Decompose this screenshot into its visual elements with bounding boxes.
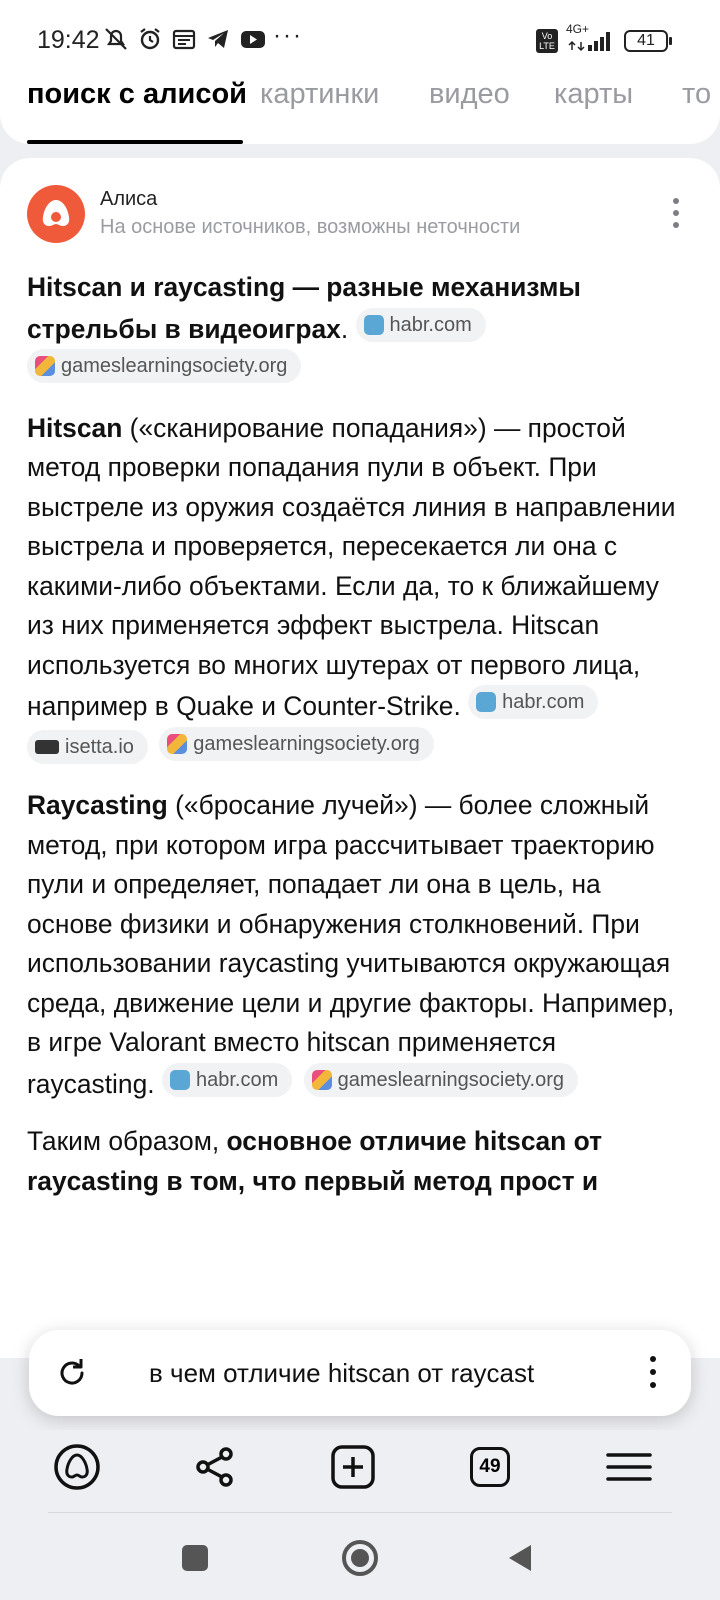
source-label: gameslearningsociety.org bbox=[61, 355, 288, 377]
search-tabs bbox=[0, 78, 720, 118]
paragraph-text: Таким образом, bbox=[27, 1126, 227, 1156]
menu-icon[interactable] bbox=[604, 1442, 654, 1492]
mute-bell-icon bbox=[103, 26, 129, 52]
new-tab-icon[interactable] bbox=[328, 1442, 378, 1492]
habr-icon bbox=[170, 1070, 190, 1090]
share-icon[interactable] bbox=[190, 1442, 240, 1492]
alarm-icon bbox=[137, 26, 163, 52]
source-chip[interactable] bbox=[27, 730, 148, 764]
alice-logo-icon bbox=[27, 185, 85, 243]
term-raycasting: Raycasting bbox=[27, 790, 168, 820]
status-bar bbox=[0, 20, 720, 60]
tabs-button[interactable] bbox=[465, 1442, 515, 1492]
active-tab-indicator bbox=[27, 140, 243, 144]
assistant-name: Алиса bbox=[100, 188, 158, 210]
recents-icon[interactable] bbox=[180, 1543, 210, 1578]
isetta-icon bbox=[35, 740, 59, 754]
youtube-icon bbox=[239, 26, 265, 52]
search-query[interactable]: в чем отличие hitscan от raycast bbox=[149, 1358, 535, 1388]
answer-content bbox=[27, 268, 687, 1219]
source-label: gameslearningsociety.org bbox=[193, 732, 420, 755]
conclusion-bold-text: основное отличие hitscan от raycasting в том, что первый метод прост и bbox=[27, 1126, 603, 1196]
alice-answer-card bbox=[0, 158, 720, 1358]
battery-icon: 41 bbox=[624, 30, 668, 52]
tab-images[interactable]: картинки bbox=[260, 78, 380, 110]
telegram-icon bbox=[205, 26, 231, 52]
source-chip[interactable] bbox=[468, 685, 598, 719]
more-notifications-icon: ··· bbox=[273, 22, 303, 49]
paragraph-text: («сканирование попадания») — простой метод проверки попадания пули в объект. При выстреле из оружия создаётся линия в направлении выстрела и проверяется, пересекается ли она с какими-либо объектами. Если да, то к ближайшему из них применяется эффект выстрела. Hitscan используется во многих шутерах от первого лица, например в Quake и Counter-Strike. bbox=[27, 412, 676, 721]
tab-count: 49 bbox=[470, 1447, 510, 1487]
source-label: habr.com bbox=[502, 691, 585, 713]
summary-bold-text: Hitscan и raycasting — разные механизмы стрельбы в видеоиграх bbox=[27, 272, 581, 344]
top-header bbox=[0, 0, 720, 144]
habr-icon bbox=[364, 315, 384, 335]
answer-menu-icon[interactable] bbox=[672, 198, 680, 232]
notification-icons bbox=[103, 22, 313, 52]
source-label: habr.com bbox=[389, 313, 472, 336]
answer-paragraph-4 bbox=[27, 1122, 687, 1201]
tab-alice-search[interactable]: поиск с алисой bbox=[27, 78, 247, 110]
tab-more[interactable]: то bbox=[682, 78, 712, 110]
search-menu-icon[interactable] bbox=[649, 1356, 657, 1395]
toolbar-divider bbox=[48, 1512, 672, 1513]
gls-icon bbox=[35, 356, 55, 376]
source-label: habr.com bbox=[195, 1068, 279, 1091]
system-indicators bbox=[536, 22, 668, 54]
source-chip[interactable] bbox=[159, 727, 433, 761]
tab-maps[interactable]: карты bbox=[554, 78, 634, 110]
alice-icon[interactable] bbox=[52, 1442, 102, 1492]
gls-icon bbox=[167, 734, 187, 754]
term-hitscan: Hitscan bbox=[27, 412, 123, 443]
back-icon[interactable] bbox=[505, 1542, 537, 1579]
system-nav-bar bbox=[0, 1520, 720, 1600]
clock: 19:42 bbox=[37, 26, 100, 54]
source-chip[interactable] bbox=[304, 1063, 578, 1097]
home-icon[interactable] bbox=[340, 1538, 380, 1583]
source-chip[interactable] bbox=[27, 349, 301, 383]
reload-icon[interactable] bbox=[55, 1356, 89, 1390]
answer-paragraph-2 bbox=[27, 409, 687, 769]
summary-tail: . bbox=[340, 313, 349, 344]
source-chip[interactable] bbox=[356, 308, 486, 342]
calendar-icon bbox=[171, 26, 197, 52]
answer-paragraph-1 bbox=[27, 268, 687, 391]
signal-icon bbox=[566, 22, 616, 54]
habr-icon bbox=[476, 692, 496, 712]
source-label: gameslearningsociety.org bbox=[337, 1068, 564, 1091]
answer-paragraph-3 bbox=[27, 786, 687, 1104]
tab-video[interactable]: видео bbox=[429, 78, 510, 110]
browser-toolbar bbox=[0, 1430, 720, 1510]
paragraph-text: («бросание лучей») — более сложный метод, при котором игра рассчитывает траекторию пули и определяет, попадает ли она в цель, на основе физики и обнаружения столкновений. При использовании raycasting учитываются окружающая среда, движение цели и другие факторы. Например, в игре Valorant вместо hitscan применяется raycasting. bbox=[27, 790, 675, 1099]
disclaimer-text: На основе источников, возможны неточности bbox=[100, 216, 521, 238]
search-bar[interactable] bbox=[29, 1330, 691, 1416]
source-chip[interactable] bbox=[162, 1063, 292, 1097]
gls-icon bbox=[312, 1070, 332, 1090]
volte-icon: Vo LTE bbox=[536, 29, 558, 53]
network-type: 4G+ bbox=[566, 22, 590, 36]
source-label: isetta.io bbox=[65, 735, 134, 758]
